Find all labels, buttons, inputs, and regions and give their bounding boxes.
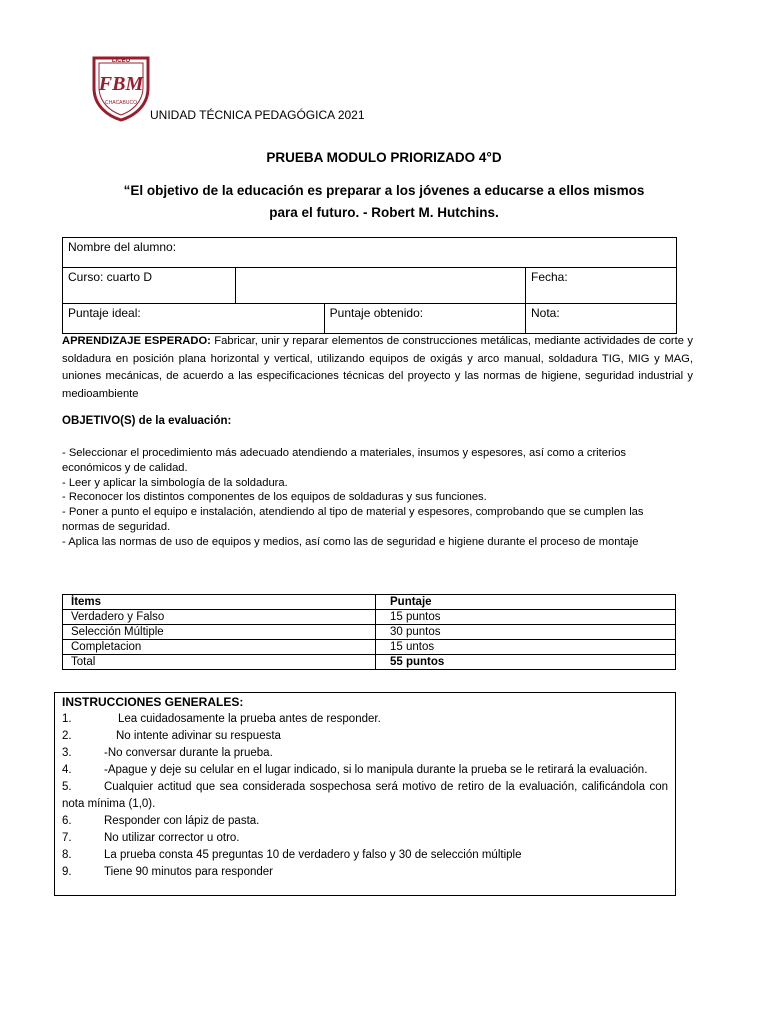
objective-item: - Poner a punto el equipo e instalación, atendiendo al tipo de material y espesores, comprobando que se cumplen las normas de seguridad.: [62, 506, 644, 533]
instruction-number: 8.: [62, 849, 72, 861]
objectives-title: OBJETIVO(S) de la evaluación:: [62, 415, 232, 427]
instruction-number: 7.: [62, 832, 72, 844]
header-items: Ítems: [63, 595, 376, 610]
ideal-score-field: Puntaje ideal:: [63, 304, 325, 334]
logo-top-text: LICEO: [111, 58, 131, 64]
logo-monogram: FBM: [98, 73, 144, 95]
item-name: Selección Múltiple: [63, 625, 376, 640]
instruction-text: Cualquier actitud que sea considerada sospechosa será motivo de retiro de la evaluación, calificándola con nota mínima (1,0).: [62, 781, 668, 810]
quote: [80, 180, 688, 224]
instruction-item: [62, 762, 668, 779]
instruction-number: 2.: [62, 730, 72, 742]
table-row: [63, 625, 676, 640]
instruction-item: [62, 830, 668, 847]
objective-item: - Leer y aplicar la simbología de la soldadura.: [62, 476, 288, 489]
quote-line-1: “El objetivo de la educación es preparar a los jóvenes a educarse a ellos mismos: [123, 183, 645, 198]
instruction-item: [62, 847, 668, 864]
school-logo: [90, 52, 152, 122]
instructions-box: [54, 692, 676, 896]
instruction-item: [62, 813, 668, 830]
instruction-number: 3.: [62, 747, 72, 759]
total-score: 55 puntos: [376, 655, 676, 670]
student-name-field[interactable]: Nombre del alumno:: [63, 238, 677, 268]
obtained-score-field[interactable]: Puntaje obtenido:: [324, 304, 525, 334]
objective-item: - Reconocer los distintos componentes de los equipos de soldaduras y sus funciones.: [62, 491, 487, 504]
quote-line-2: para el futuro. - Robert M. Hutchins.: [269, 205, 499, 220]
instruction-text: Responder con lápiz de pasta.: [104, 815, 260, 827]
header-score: Puntaje: [376, 595, 676, 610]
instruction-number: 5.: [62, 781, 72, 793]
objective-item: - Aplica las normas de uso de equipos y medios, así como las de seguridad e higiene durante el proceso de montaje: [62, 535, 639, 548]
objectives-list: [62, 446, 672, 550]
instruction-item: [62, 711, 668, 728]
total-label: Total: [63, 655, 376, 670]
instruction-item: [62, 779, 668, 813]
unit-title: UNIDAD TÉCNICA PEDAGÓGICA 2021: [150, 108, 365, 122]
table-row: [63, 640, 676, 655]
student-info-table: [62, 237, 677, 334]
table-row: [63, 610, 676, 625]
instruction-text: -No conversar durante la prueba.: [104, 747, 273, 759]
instruction-text: Lea cuidadosamente la prueba antes de responder.: [118, 713, 381, 725]
instruction-text: Tiene 90 minutos para responder: [104, 866, 273, 878]
table-total-row: [63, 655, 676, 670]
instruction-text: -Apague y deje su celular en el lugar indicado, si lo manipula durante la prueba se le retirará la evaluación.: [104, 764, 648, 776]
date-field[interactable]: Fecha:: [526, 268, 677, 304]
instruction-number: 4.: [62, 764, 72, 776]
instruction-number: 1.: [62, 713, 72, 725]
item-score: 15 puntos: [376, 610, 676, 625]
instruction-number: 6.: [62, 815, 72, 827]
logo-bottom-text: CHACABUCO: [105, 100, 137, 106]
instruction-item: [62, 728, 668, 745]
item-score: 15 untos: [376, 640, 676, 655]
item-name: Completacion: [63, 640, 376, 655]
score-table: [62, 594, 676, 670]
instruction-text: La prueba consta 45 preguntas 10 de verdadero y falso y 30 de selección múltiple: [104, 849, 522, 861]
instruction-text: No utilizar corrector u otro.: [104, 832, 240, 844]
expected-learning: [62, 333, 693, 403]
instruction-number: 9.: [62, 866, 72, 878]
objective-item: - Seleccionar el procedimiento más adecuado atendiendo a materiales, insumos y espesores, así como a criterios económicos y de calidad.: [62, 447, 627, 474]
test-title: PRUEBA MODULO PRIORIZADO 4°D: [266, 150, 502, 165]
instructions-title: INSTRUCCIONES GENERALES:: [62, 695, 244, 709]
instruction-text: No intente adivinar su respuesta: [116, 730, 281, 742]
course-blank-field[interactable]: [236, 268, 526, 304]
expected-learning-label: APRENDIZAJE ESPERADO:: [62, 335, 211, 347]
instruction-item: [62, 745, 668, 762]
course-field: Curso: cuarto D: [63, 268, 236, 304]
table-header-row: [63, 595, 676, 610]
item-score: 30 puntos: [376, 625, 676, 640]
item-name: Verdadero y Falso: [63, 610, 376, 625]
expected-learning-text: Fabricar, unir y reparar elementos de construcciones metálicas, mediante actividades de corte y soldadura en posición plana horizontal y vertical, utilizando equipos de oxigás y arco manual, soldadura TIG, MIG y MAG, uniones mecánicas, de acuerdo a las especificaciones técnicas del proyecto y las normas de higiene, seguridad industrial y medioambiente: [62, 335, 693, 400]
grade-field[interactable]: Nota:: [526, 304, 677, 334]
instruction-item: [62, 864, 668, 881]
